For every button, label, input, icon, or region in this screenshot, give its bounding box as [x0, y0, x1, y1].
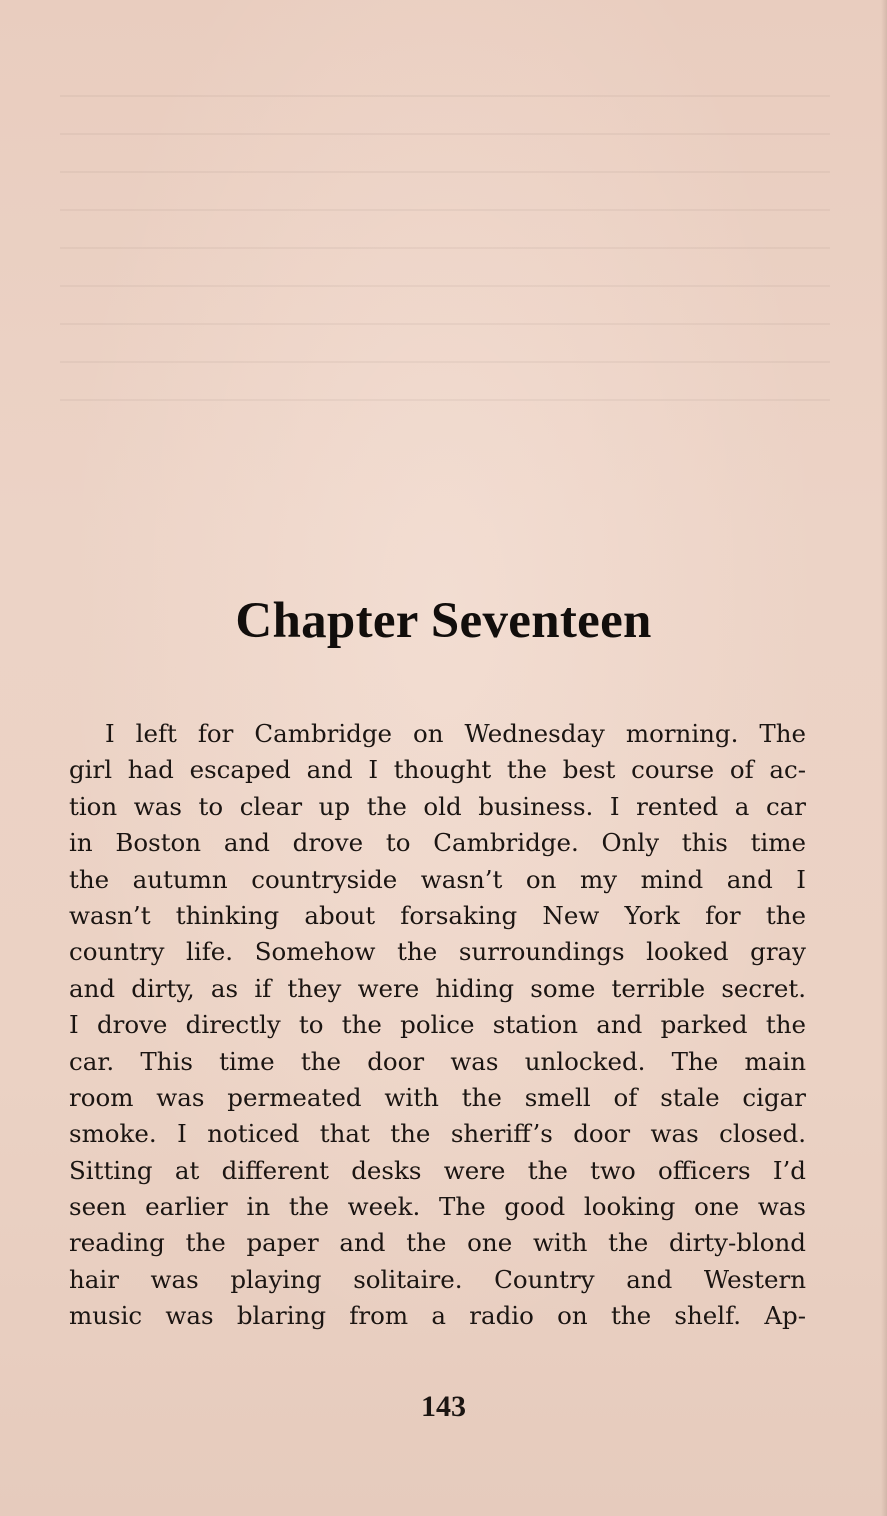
paragraph-line: wasn’t thinking about forsaking New York for the [69, 900, 806, 930]
body-paragraph [69, 716, 806, 1335]
paragraph-line: tion was to clear up the old business. I rented a car [69, 791, 806, 821]
show-through-text [60, 95, 830, 435]
paragraph-line: girl had escaped and I thought the best course of ac- [69, 755, 806, 785]
paragraph-line: Sitting at different desks were the two officers I’d [69, 1155, 806, 1185]
paragraph-line: in Boston and drove to Cambridge. Only this time [69, 828, 806, 858]
paragraph-line: reading the paper and the one with the dirty-blond [69, 1228, 806, 1258]
paragraph-line: seen earlier in the week. The good looking one was [69, 1192, 806, 1222]
paragraph-line: hair was playing solitaire. Country and Western [69, 1264, 806, 1294]
paragraph-line: car. This time the door was unlocked. The main [69, 1046, 806, 1076]
paragraph-line: the autumn countryside wasn’t on my mind and I [69, 864, 806, 894]
paragraph-line: music was blaring from a radio on the shelf. Ap- [69, 1301, 806, 1331]
page-number: 143 [421, 1390, 466, 1423]
paragraph-line: country life. Somehow the surroundings looked gray [69, 937, 806, 967]
paragraph-line: room was permeated with the smell of stale cigar [69, 1082, 806, 1112]
paragraph-line: smoke. I noticed that the sheriff’s door was closed. [69, 1119, 806, 1149]
paragraph-line: I left for Cambridge on Wednesday morning. The [105, 719, 806, 748]
page-edge-shadow [881, 0, 887, 1516]
chapter-title: Chapter Seventeen [235, 593, 652, 649]
paragraph-line: and dirty, as if they were hiding some terrible secret. [69, 973, 806, 1003]
paragraph-line: I drove directly to the police station and parked the [69, 1010, 806, 1040]
